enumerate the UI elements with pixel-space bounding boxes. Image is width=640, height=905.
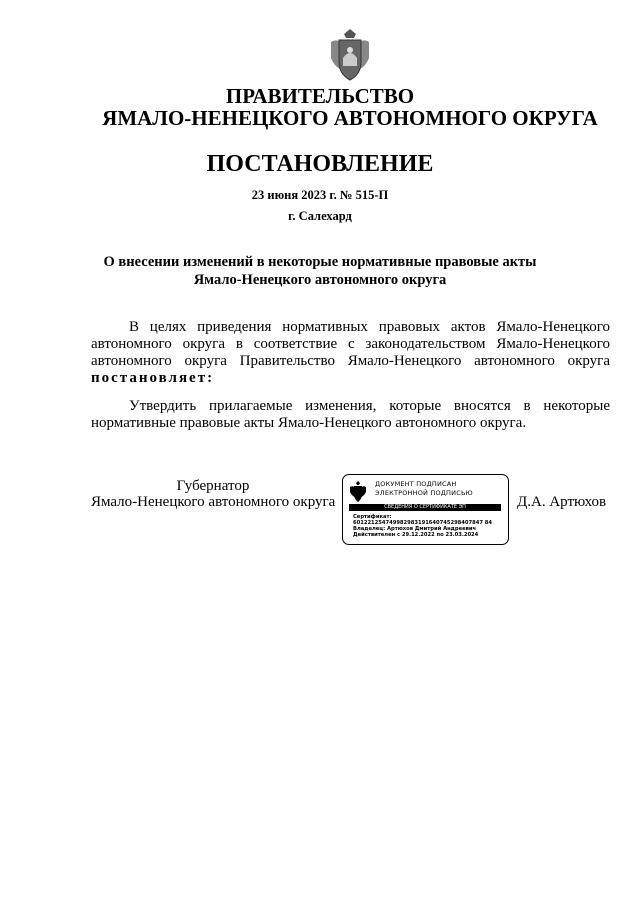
document-city: г. Салехард [288,209,352,223]
stamp-cert-header: СВЕДЕНИЯ О СЕРТИФИКАТЕ ЭП [349,504,501,511]
stamp-validity: Действителен с 29.12.2022 по 23.03.2024 [353,532,479,538]
stamp-title-line1: ДОКУМЕНТ ПОДПИСАН [375,480,457,488]
coat-of-arms-icon [349,481,367,503]
body-paragraph-1-text: В целях приведения нормативных правовых актов Ямало-Ненецкого автономного округа в соответствие с законодательством Ямало-Ненецкого автономного округа Правительство Ямало-Ненецкого автономного округа [91,319,610,369]
signatory-name: Д.А. Артюхов [517,494,607,510]
body-paragraph-1 [91,319,610,387]
stamp-title-line2: ЭЛЕКТРОННОЙ ПОДПИСЬЮ [375,489,473,497]
stamp-cert-number: 601221254749982983191640745298407847 84 [353,520,492,526]
stamp-cert-label: Сертификат: [353,514,392,520]
subject-line1: О внесении изменений в некоторые нормативные правовые акты [103,254,537,270]
subject-line2: Ямало-Ненецкого автономного округа [193,272,447,288]
document-type: ПОСТАНОВЛЕНИЕ [206,151,434,177]
electronic-signature-stamp [342,474,509,545]
org-name-line1: ПРАВИТЕЛЬСТВО [225,84,415,108]
signatory-position-line1: Губернатор [176,478,250,494]
document-date-number: 23 июня 2023 г. № 515-П [251,188,389,202]
coat-of-arms-icon [327,28,373,84]
org-name-line2: ЯМАЛО-НЕНЕЦКОГО АВТОНОМНОГО ОКРУГА [102,106,598,130]
stamp-owner: Владелец: Артюхов Дмитрий Андреевич [353,526,477,532]
decree-keyword: постановляет: [91,370,215,386]
body-paragraph-2: Утвердить прилагаемые изменения, которые вносятся в некоторые нормативные правовые акты Ямало-Ненецкого автономного округа. [91,398,610,431]
signatory-position-line2: Ямало-Ненецкого автономного округа [91,494,336,510]
